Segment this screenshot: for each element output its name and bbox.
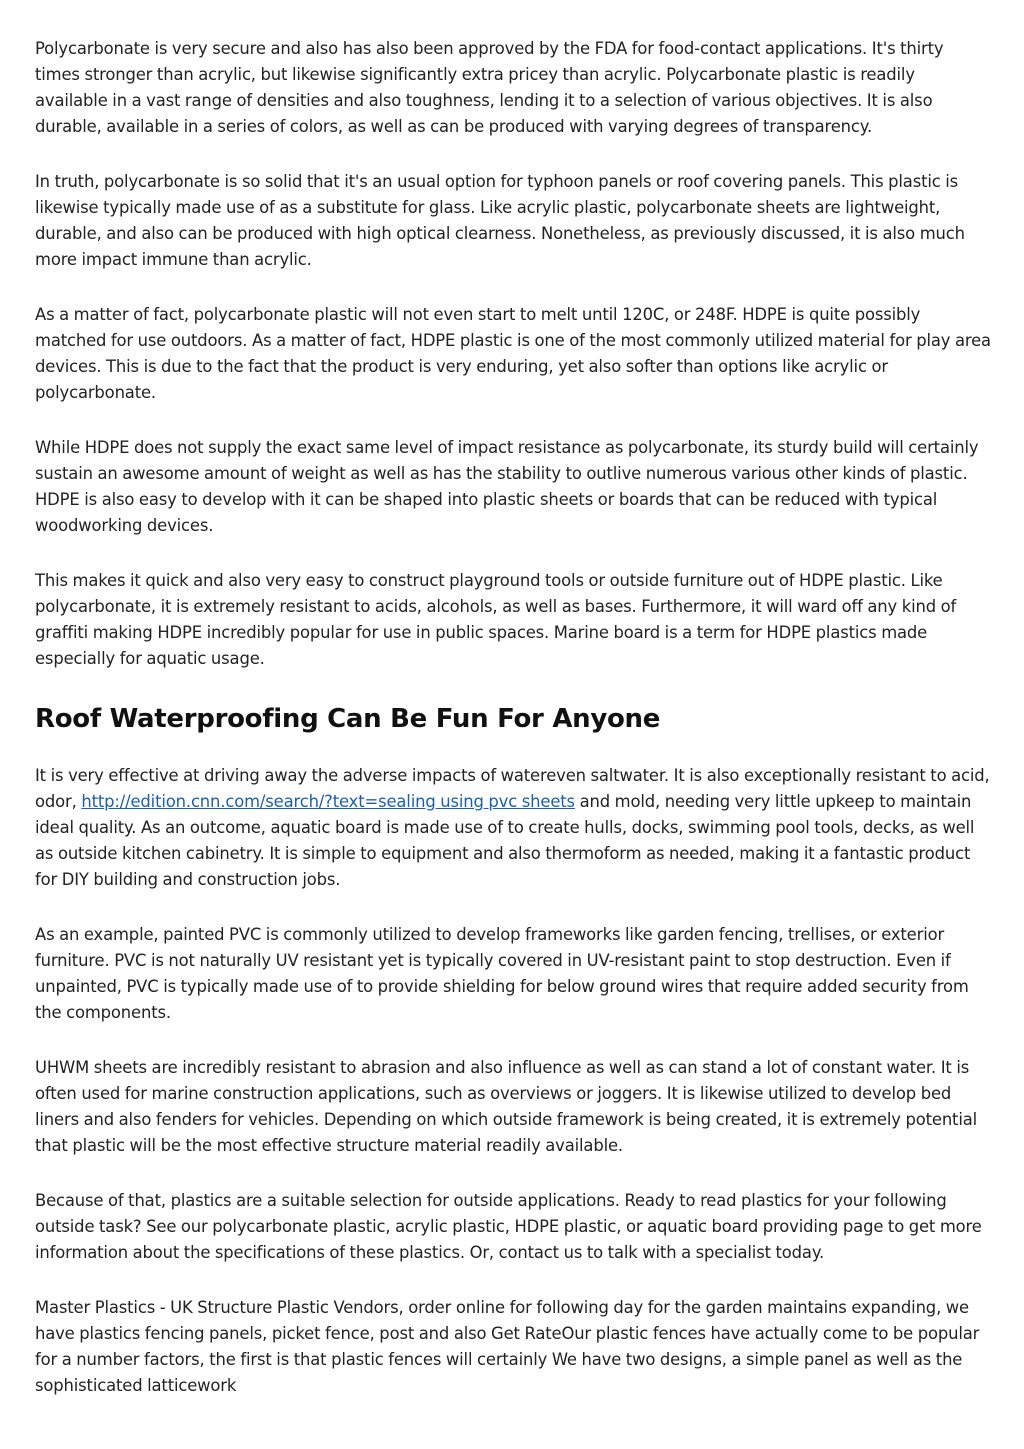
section-heading: Roof Waterproofing Can Be Fun For Anyone	[35, 704, 661, 734]
paragraph-outdoor-applications: Because of that, plastics are a suitable selection for outside applications. Ready to read plastics for your following outside task? See our polycarbonate plastic, acrylic plastic, HDPE plastic, or aquatic board providing page to get more information about the specifications of these plastics. Or, contact us to talk with a specialist today.	[35, 1191, 982, 1262]
cnn-search-link[interactable]: http://edition.cnn.com/search/?text=sealing using pvc sheets	[81, 792, 575, 811]
paragraph-polycarbonate-melt: As a matter of fact, polycarbonate plastic will not even start to melt until 120C, or 248F. HDPE is quite possibly matched for use outdoors. As a matter of fact, HDPE plastic is one of the most commonly utilized material for play area devices. This is due to the fact that the product is very enduring, yet also softer than options like acrylic or polycarbonate.	[35, 305, 991, 402]
paragraph-master-plastics: Master Plastics - UK Structure Plastic Vendors, order online for following day for the garden maintains expanding, we have plastics fencing panels, picket fence, post and also Get RateOur plastic fences have actually come to be popular for a number factors, the first is that plastic fences will certainly We have two designs, a simple panel as well as the sophisticated latticework	[35, 1298, 980, 1395]
link-paragraph-after: and mold, needing very little upkeep to maintain ideal quality. As an outcome, aquatic board is made use of to create hulls, docks, swimming pool tools, decks, as well as outside kitchen cabinetry. It is simple to equipment and also thermoform as needed, making it a fantastic product for DIY building and construction jobs.	[35, 792, 975, 889]
paragraph-polycarbonate-strength: In truth, polycarbonate is so solid that it's an usual option for typhoon panels or roof covering panels. This plastic is likewise typically made use of as a substitute for glass. Like acrylic plastic, polycarbonate sheets are lightweight, durable, and also can be produced with high optical clearness. Nonetheless, as previously discussed, it is also much more impact immune than acrylic.	[35, 172, 965, 269]
paragraph-pvc: As an example, painted PVC is commonly utilized to develop frameworks like garden fencing, trellises, or exterior furniture. PVC is not naturally UV resistant yet is typically covered in UV-resistant paint to stop destruction. Even if unpainted, PVC is typically made use of to provide shielding for below ground wires that require added security from the components.	[35, 925, 969, 1022]
paragraph-marine-board	[35, 763, 991, 893]
paragraph-polycarbonate-intro: Polycarbonate is very secure and also has also been approved by the FDA for food-contact applications. It's thirty times stronger than acrylic, but likewise significantly extra pricey than acrylic. Polycarbonate plastic is readily available in a vast range of densities and also toughness, lending it to a selection of various objectives. It is also durable, available in a series of colors, as well as can be produced with varying degrees of transparency.	[35, 39, 944, 136]
paragraph-hdpe-impact: While HDPE does not supply the exact same level of impact resistance as polycarbonate, its sturdy build will certainly sustain an awesome amount of weight as well as has the stability to outlive numerous various other kinds of plastic. HDPE is also easy to develop with it can be shaped into plastic sheets or boards that can be reduced with typical woodworking devices.	[35, 438, 979, 535]
paragraph-uhwm: UHWM sheets are incredibly resistant to abrasion and also influence as well as can stand a lot of constant water. It is often used for marine construction applications, such as overviews or joggers. It is likewise utilized to develop bed liners and also fenders for vehicles. Depending on which outside framework is being created, it is extremely potential that plastic will be the most effective structure material readily available.	[35, 1058, 978, 1155]
link-paragraph-before: It is very effective at driving away the adverse impacts of watereven saltwater. It is also exceptionally resistant to acid, odor,	[35, 766, 990, 811]
document-page	[35, 36, 991, 1428]
paragraph-hdpe-playground: This makes it quick and also very easy to construct playground tools or outside furniture out of HDPE plastic. Like polycarbonate, it is extremely resistant to acids, alcohols, as well as bases. Furthermore, it will ward off any kind of graffiti making HDPE incredibly popular for use in public spaces. Marine board is a term for HDPE plastics made especially for aquatic usage.	[35, 571, 957, 668]
